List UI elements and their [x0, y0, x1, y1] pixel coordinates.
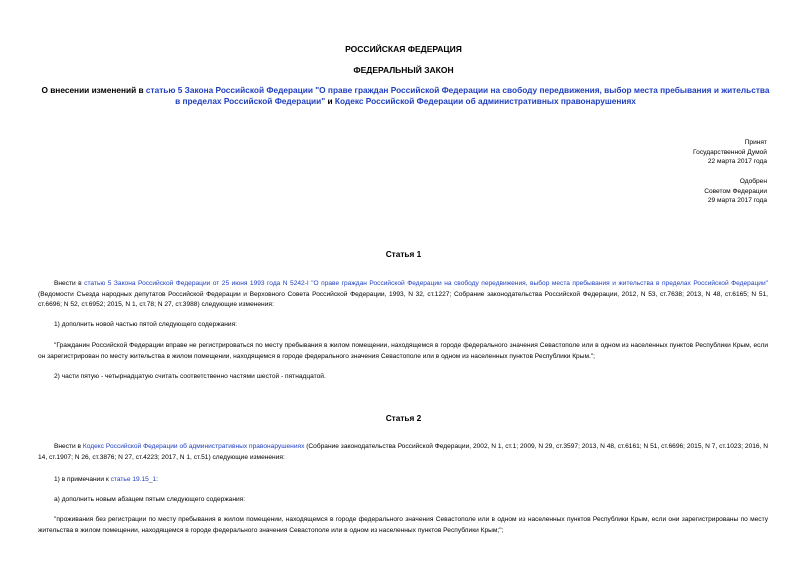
approved-body: Советом Федерации	[704, 187, 767, 195]
law-subject	[38, 85, 773, 107]
country-heading: РОССИЙСКАЯ ФЕДЕРАЦИЯ	[345, 44, 462, 54]
article-2-link-19-15-1[interactable]: статье 19.15_1	[110, 476, 157, 483]
article-2-paragraph-2	[38, 475, 768, 486]
approved-date: 29 марта 2017 года	[707, 197, 767, 205]
article-2-link-admin-code[interactable]: Кодекс Российской Федерации об административных правонарушениях	[82, 443, 305, 450]
article-1-paragraph-2: 1) дополнить новой частью пятой следующего содержания:	[54, 321, 237, 328]
article-1-link-law[interactable]: статью 5 Закона Российской Федерации от 25 июня 1993 года N 5242-I "О праве граждан Российской Федерации на свободу передвижения, выбор места пребывания и жительства в пределах Российской Федерации"	[84, 280, 768, 287]
subject-text-middle: и	[325, 96, 335, 106]
a1p1-before: Внести в	[54, 280, 85, 287]
adopted-block	[693, 138, 767, 167]
a1p1-after: (Ведомости Съезда народных депутатов Российской Федерации и Верховного Совета Российской Федерации, 1993, N 32, ст.1227; Собрание законодательства Российской Федерации, 2012, N 53, ст.7638; 2013, N 48, ст.6165; N 51, ст.6696; N 52, ст.6952; 2015, N 1, ст.78; N 27, ст.3988) следующие изменения:	[38, 290, 768, 309]
subject-text-before: О внесении изменений в	[41, 85, 146, 95]
a2p1-after: (Собрание законодательства Российской Федерации, 2002, N 1, ст.1; 2009, N 29, ст.3597; 2013, N 48, ст.6161; N 51, ст.6696; 2015, N 7, ст.1023; 2016, N 14, ст.1907; N 26, ст.3876; N 27, ст.4223; 2017, N 1, ст.51) следующие изменения:	[38, 443, 769, 461]
article-2-title: Статья 2	[385, 413, 422, 423]
article-1-paragraph-1	[38, 279, 768, 311]
article-1-paragraph-4: 2) части пятую - четырнадцатую считать соответственно частями шестой - пятнадцатой.	[54, 373, 326, 380]
article-1-paragraph-3: "Гражданин Российской Федерации вправе не регистрироваться по месту пребывания в жилом помещении, находящемся в городе федерального значения Севастополе или в одном из населенных пунктов Республики Крым, если он зарегистрирован по месту жительства в жилом помещении, находящемся в городе федерального значения Севастополе или в одном из населенных пунктов Республики Крым.";	[38, 342, 768, 360]
article-2-paragraph-1	[38, 442, 768, 463]
approved-block	[704, 177, 767, 206]
a2p2-before: 1) в примечании к	[54, 476, 111, 483]
article-2-paragraph-3: а) дополнить новым абзацем пятым следующего содержания:	[54, 496, 246, 503]
a2p2-after: :	[156, 476, 158, 483]
adopted-body: Государственной Думой	[693, 148, 767, 156]
a2p1-before: Внести в	[54, 443, 83, 450]
subject-link-admin-code[interactable]: Кодекс Российской Федерации об административных правонарушениях	[334, 96, 636, 106]
article-2-paragraph-4: "проживания без регистрации по месту пребывания в жилом помещении, находящемся в городе федерального значения Севастополе или в одном из населенных пунктов Республики Крым, если они зарегистрированы по месту жительства в жилом помещении, находящемся в городе федерального значения Севастополе или в одном из населенных пунктов Республики Крым;";	[38, 516, 768, 534]
article-1-title: Статья 1	[385, 249, 422, 259]
adopted-label: Принят	[744, 139, 767, 146]
adopted-date: 22 марта 2017 года	[707, 158, 767, 166]
subject-link-law-article-5[interactable]: статью 5 Закона Российской Федерации "О праве граждан Российской Федерации на свободу передвижения, выбор места пребывания и жительства в пределах Российской Федерации"	[145, 85, 770, 106]
approved-label: Одобрен	[739, 178, 767, 185]
doc-type-heading: ФЕДЕРАЛЬНЫЙ ЗАКОН	[353, 65, 454, 75]
